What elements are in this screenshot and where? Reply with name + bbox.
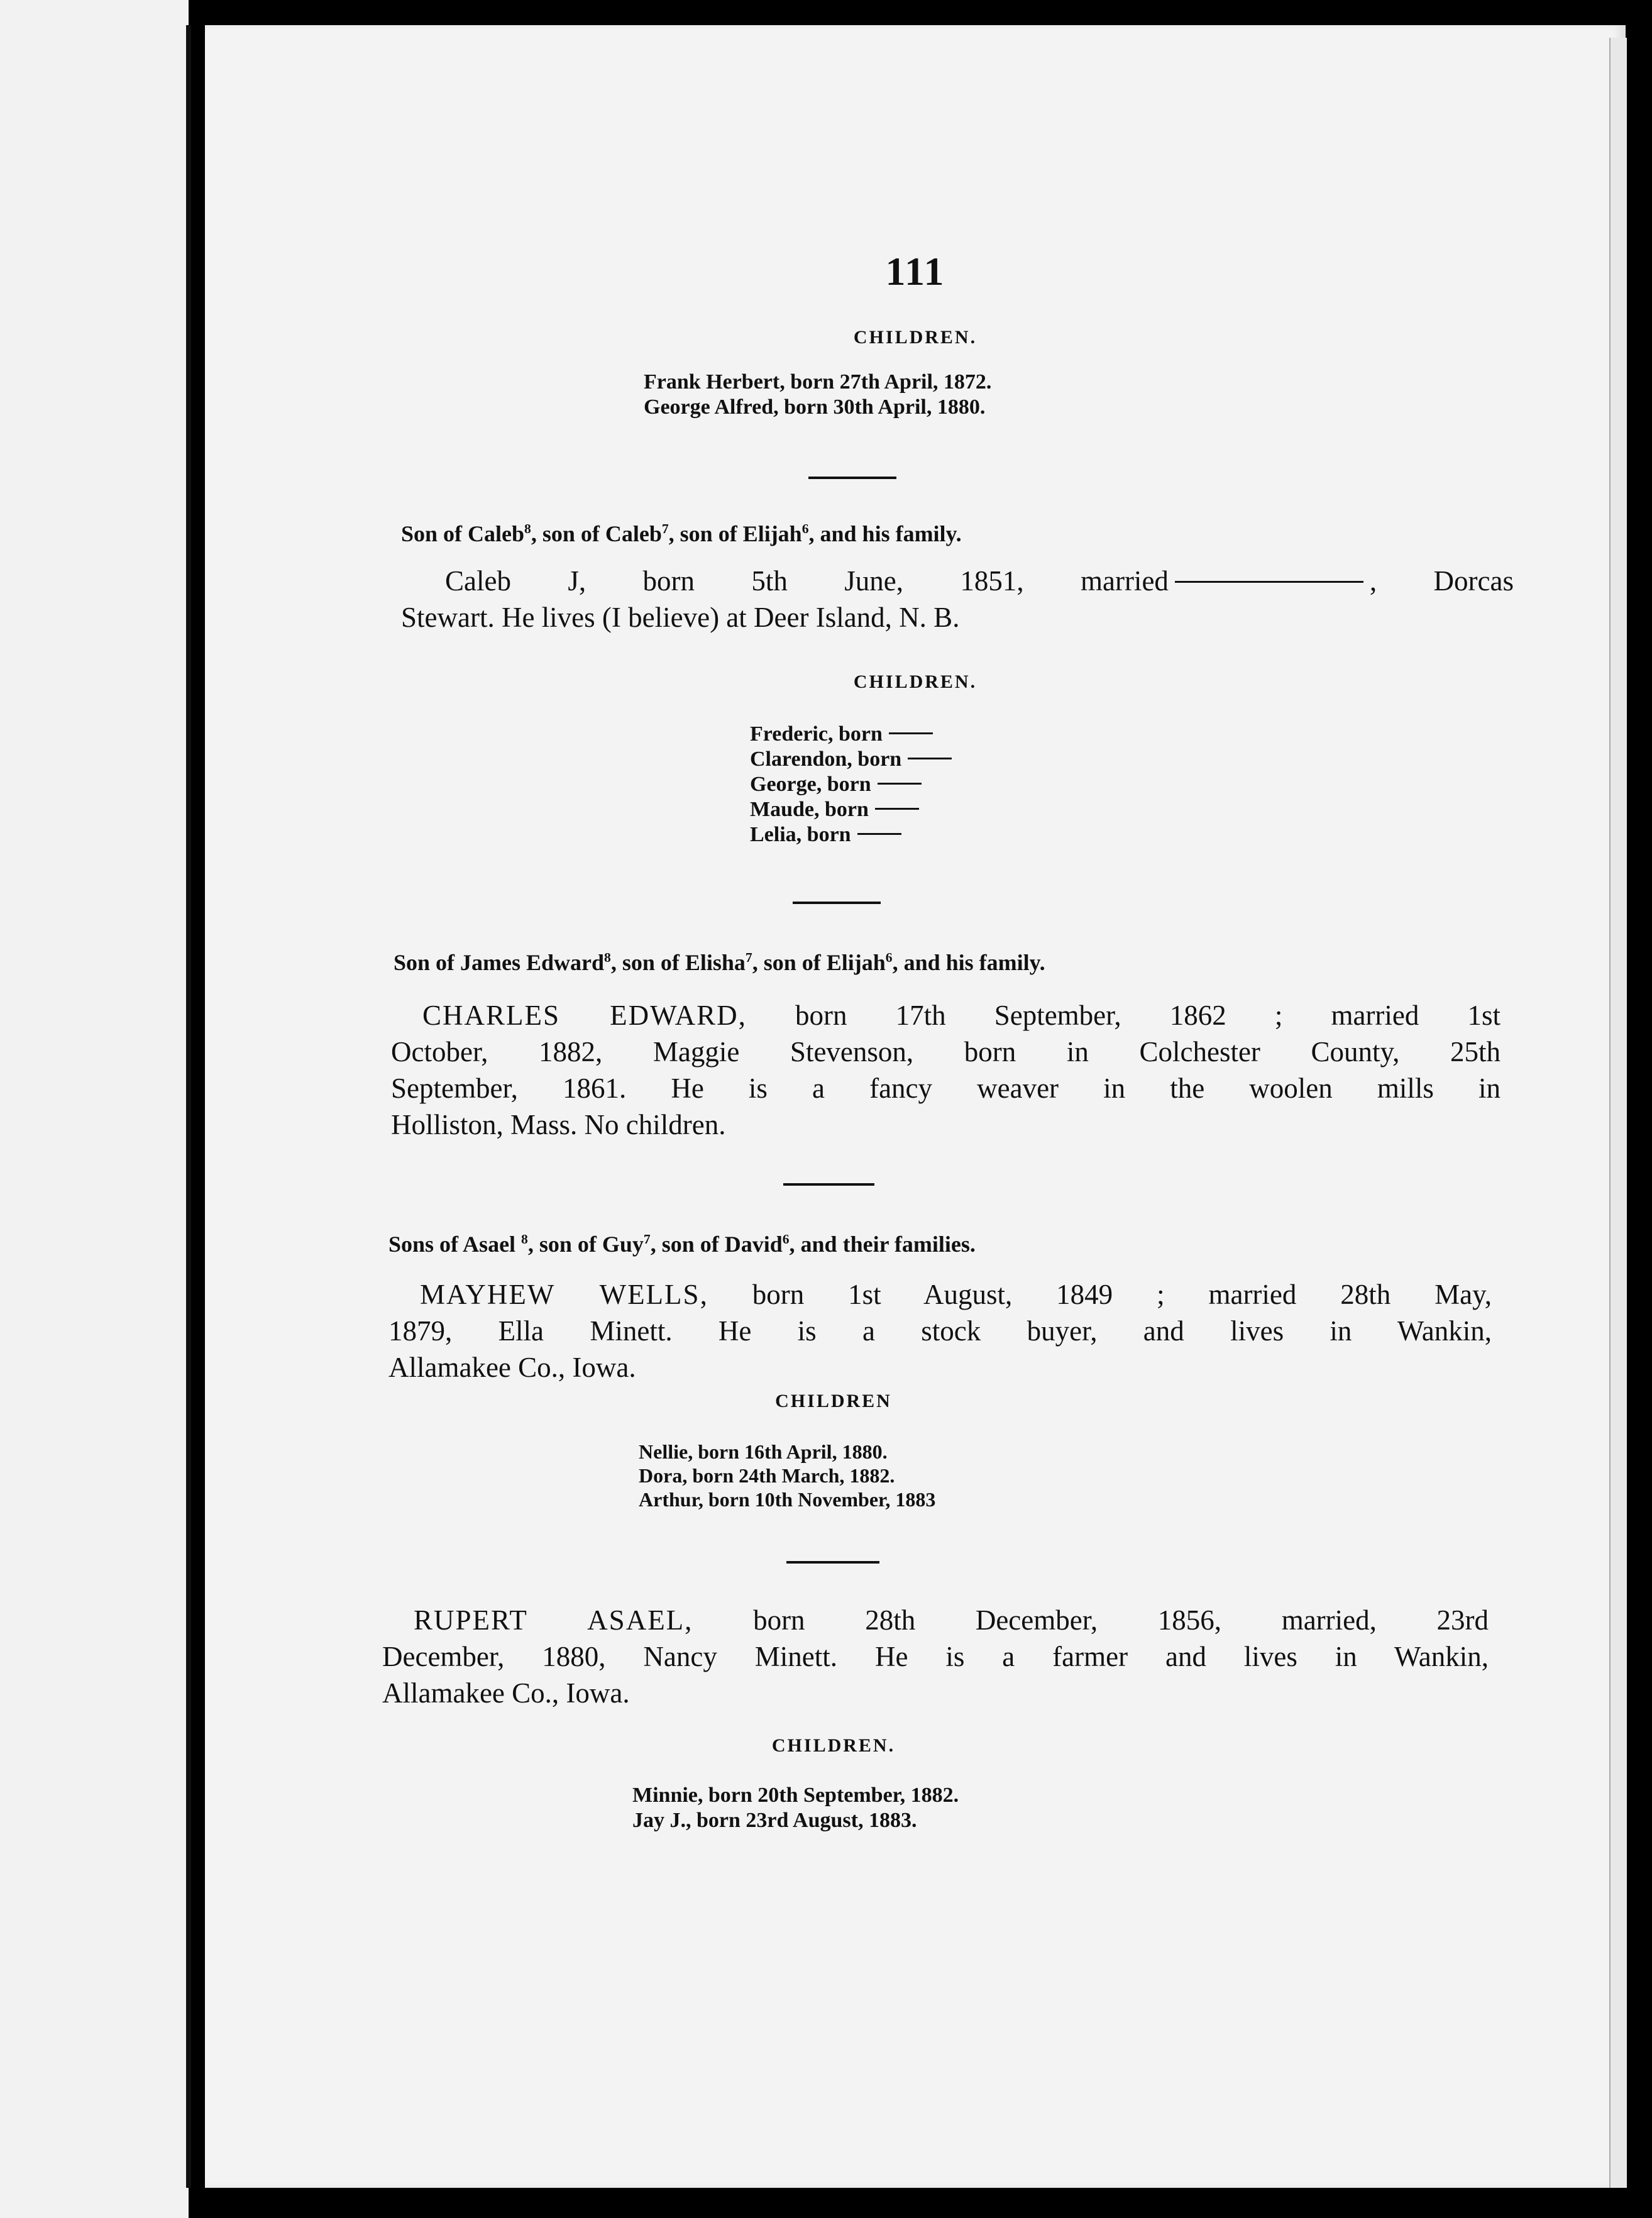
line-text: born 1st August, 1849 ; married 28th May, <box>708 1279 1492 1310</box>
child-text: Frederic, born <box>750 722 883 746</box>
caption-text: , son of Elisha <box>610 950 746 975</box>
child-entry <box>750 822 952 847</box>
child-text: Maude, born <box>750 798 869 821</box>
line-text: Caleb J, born 5th June, 1851, married <box>445 565 1169 597</box>
paragraph-line: Allamakee Co., Iowa. <box>388 1352 636 1383</box>
child-entry: Minnie, born 20th September, 1882. <box>632 1784 959 1807</box>
caption-text: , son of David <box>650 1232 783 1257</box>
child-entry: Arthur, born 10th November, 1883 <box>639 1488 936 1511</box>
lineage-caption <box>388 1231 976 1257</box>
paragraph-line <box>382 1602 1489 1638</box>
line-text: , Dorcas <box>1369 565 1514 597</box>
person-name: RUPERT ASAEL, <box>414 1604 693 1636</box>
line-text: born 17th September, 1862 ; married 1st <box>746 1000 1501 1031</box>
caption-text: , son of Elijah <box>668 521 802 546</box>
paragraph-line: Allamakee Co., Iowa. <box>382 1677 630 1709</box>
child-entry <box>750 747 952 772</box>
lineage-caption <box>394 949 1045 976</box>
section-divider <box>786 1561 879 1564</box>
person-name: MAYHEW WELLS, <box>420 1279 708 1310</box>
page-number: 111 <box>885 249 945 294</box>
children-heading: CHILDREN. <box>771 1735 896 1756</box>
blank-dash <box>875 808 919 810</box>
child-entry <box>750 722 952 747</box>
paragraph-line: October, 1882, Maggie Stevenson, born in Colchester County, 25th <box>391 1036 1501 1068</box>
generation-number: 8 <box>524 521 531 536</box>
gutter-rule <box>186 25 191 2188</box>
caption-text: , son of Guy <box>527 1232 644 1257</box>
children-list <box>639 1440 935 1511</box>
line-text: born 28th December, 1856, married, 23rd <box>693 1604 1489 1636</box>
child-entry <box>750 772 952 797</box>
facing-page <box>0 0 189 2218</box>
generation-number: 6 <box>885 950 893 965</box>
caption-text: , son of Caleb <box>531 521 662 546</box>
caption-text: , and their families. <box>789 1232 976 1257</box>
child-entry <box>750 797 952 822</box>
section-divider <box>783 1183 874 1186</box>
section-divider <box>808 477 896 479</box>
caption-text: Son of Caleb <box>401 521 525 546</box>
paragraph-line <box>388 1276 1492 1313</box>
generation-number: 6 <box>801 521 809 536</box>
section-divider <box>793 902 881 904</box>
children-list <box>750 722 952 847</box>
entry-paragraph <box>388 1276 1492 1386</box>
blank-dash <box>889 732 933 734</box>
lineage-caption <box>401 521 962 547</box>
paragraph-line <box>401 563 1514 599</box>
blank-dash <box>908 758 952 759</box>
caption-text: , son of Elijah <box>752 950 886 975</box>
entry-paragraph <box>391 997 1501 1143</box>
generation-number: 7 <box>745 950 752 965</box>
child-entry: George Alfred, born 30th April, 1880. <box>644 395 986 419</box>
generation-number: 8 <box>604 950 611 965</box>
paragraph-line: September, 1861. He is a fancy weaver in the woolen mills in <box>391 1073 1501 1104</box>
generation-number: 8 <box>521 1232 528 1247</box>
blank-dash <box>857 833 901 835</box>
person-name: CHARLES EDWARD, <box>422 1000 747 1031</box>
generation-number: 7 <box>643 1232 651 1247</box>
generation-number: 6 <box>782 1232 790 1247</box>
child-entry: Jay J., born 23rd August, 1883. <box>632 1809 917 1832</box>
paragraph-line: December, 1880, Nancy Minett. He is a farmer and lives in Wankin, <box>382 1641 1489 1672</box>
caption-text: , and his family. <box>892 950 1045 975</box>
generation-number: 7 <box>661 521 669 536</box>
caption-text: Son of James Edward <box>394 950 605 975</box>
children-list <box>632 1783 959 1833</box>
caption-text: Sons of Asael <box>388 1232 522 1257</box>
children-list <box>644 370 991 420</box>
children-heading: CHILDREN. <box>853 327 977 348</box>
paragraph-line: Holliston, Mass. No children. <box>391 1109 726 1140</box>
paragraph-line: Stewart. He lives (I believe) at Deer Island, N. B. <box>401 602 960 633</box>
child-text: Clarendon, born <box>750 748 902 771</box>
child-text: Lelia, born <box>750 823 851 846</box>
children-heading: CHILDREN <box>775 1391 892 1411</box>
child-text: George, born <box>750 773 871 796</box>
entry-paragraph <box>382 1602 1489 1711</box>
child-entry: Frank Herbert, born 27th April, 1872. <box>644 370 992 394</box>
paragraph-line: 1879, Ella Minett. He is a stock buyer, and lives in Wankin, <box>388 1315 1492 1347</box>
page-content <box>205 0 1626 2218</box>
caption-text: , and his family. <box>808 521 962 546</box>
blank-dash <box>878 783 922 785</box>
entry-paragraph <box>401 563 1514 636</box>
paragraph-line <box>391 997 1501 1034</box>
blank-line <box>1175 581 1363 583</box>
child-entry: Dora, born 24th March, 1882. <box>639 1464 895 1487</box>
child-entry: Nellie, born 16th April, 1880. <box>639 1440 888 1463</box>
children-heading: CHILDREN. <box>853 671 977 692</box>
